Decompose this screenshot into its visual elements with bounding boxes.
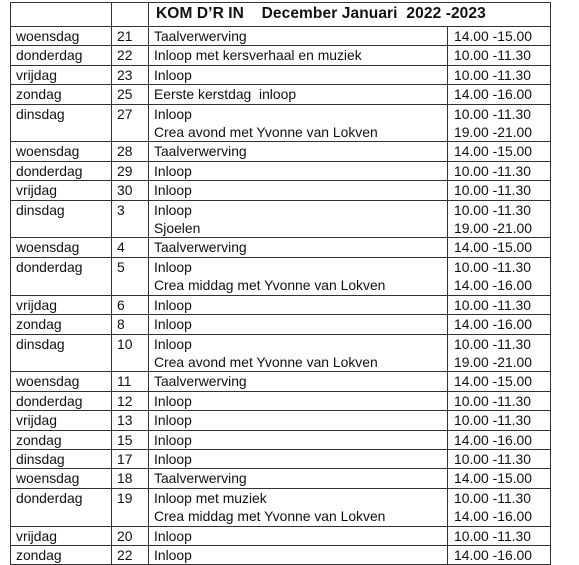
date-cell: 27 [112, 104, 149, 142]
activity-cell [149, 430, 448, 449]
schedule-table [10, 2, 551, 565]
time-cell [448, 411, 551, 430]
time-text: 10.00 -11.30 [454, 47, 531, 64]
time-cell [448, 257, 551, 295]
table-row [11, 526, 551, 545]
day-cell: zondag [11, 315, 112, 334]
date-cell: 13 [112, 411, 149, 430]
activity-text: Crea avond met Yvonne van Lokven [154, 124, 378, 141]
time-text: 10.00 -11.30 [454, 296, 531, 313]
activity-cell [149, 27, 448, 46]
activity-text: Inloop [154, 527, 192, 544]
day-cell: zondag [11, 85, 112, 104]
activity-text: Eerste kerstdag inloop [154, 86, 297, 103]
time-text: 14.00 -16.00 [454, 277, 533, 294]
table-row [11, 295, 551, 314]
table-row [11, 430, 551, 449]
time-text: 19.00 -21.00 [454, 353, 533, 370]
time-cell [448, 238, 551, 257]
activity-cell [149, 238, 448, 257]
day-cell: donderdag [11, 46, 112, 65]
activity-cell [149, 65, 448, 84]
date-cell: 12 [112, 391, 149, 410]
time-text: 14.00 -15.00 [454, 143, 533, 160]
table-row [11, 334, 551, 372]
date-cell: 4 [112, 238, 149, 257]
day-cell: dinsdag [11, 104, 112, 142]
time-text: 14.00 -16.00 [454, 546, 533, 563]
day-cell: donderdag [11, 161, 112, 180]
activity-text: Taalverwerving [154, 28, 247, 44]
activity-text: Crea middag met Yvonne van Lokven [154, 508, 386, 525]
table-row [11, 411, 551, 430]
time-cell [448, 526, 551, 545]
time-cell [448, 65, 551, 84]
time-text: 10.00 -11.30 [454, 201, 531, 218]
date-cell: 23 [112, 65, 149, 84]
schedule-title: KOM D’R IN December Januari 2022 -2023 [149, 3, 551, 27]
activity-cell [149, 142, 448, 161]
time-text: 19.00 -21.00 [454, 220, 533, 237]
time-cell [448, 372, 551, 391]
day-cell: vrijdag [11, 411, 112, 430]
date-cell: 25 [112, 85, 149, 104]
day-cell: donderdag [11, 257, 112, 295]
table-row [11, 488, 551, 526]
activity-text: Inloop [154, 546, 192, 563]
time-cell [448, 142, 551, 161]
day-cell: vrijdag [11, 181, 112, 200]
time-text: 10.00 -11.30 [454, 105, 531, 122]
time-text: 10.00 -11.30 [454, 412, 531, 429]
day-cell: vrijdag [11, 295, 112, 314]
time-text: 14.00 -16.00 [454, 508, 533, 525]
date-cell: 15 [112, 430, 149, 449]
time-cell [448, 315, 551, 334]
time-cell [448, 161, 551, 180]
date-cell: 5 [112, 257, 149, 295]
time-cell [448, 181, 551, 200]
table-row [11, 449, 551, 468]
time-text: 14.00 -15.00 [454, 373, 533, 390]
time-text: 10.00 -11.30 [454, 450, 531, 467]
activity-cell [149, 46, 448, 65]
table-row [11, 257, 551, 295]
time-text: 10.00 -11.30 [454, 162, 531, 179]
date-cell: 19 [112, 488, 149, 526]
table-row [11, 46, 551, 65]
day-cell: woensdag [11, 469, 112, 488]
time-text: 10.00 -11.30 [454, 392, 531, 409]
table-row [11, 200, 551, 238]
time-text: 10.00 -11.30 [454, 66, 531, 83]
time-text: 14.00 -15.00 [454, 28, 533, 44]
activity-text: Taalverwerving [154, 470, 247, 487]
activity-text: Inloop [154, 66, 192, 83]
day-cell: donderdag [11, 488, 112, 526]
table-row [11, 469, 551, 488]
day-cell: vrijdag [11, 65, 112, 84]
time-cell [448, 334, 551, 372]
activity-cell [149, 200, 448, 238]
date-cell: 20 [112, 526, 149, 545]
time-text: 14.00 -16.00 [454, 86, 533, 103]
day-cell: zondag [11, 545, 112, 564]
date-cell: 22 [112, 545, 149, 564]
activity-text: Taalverwerving [154, 239, 247, 256]
activity-text: Crea avond met Yvonne van Lokven [154, 353, 378, 370]
time-cell [448, 391, 551, 410]
activity-text: Taalverwerving [154, 143, 247, 160]
time-text: 10.00 -11.30 [454, 182, 531, 199]
day-cell: zondag [11, 430, 112, 449]
activity-cell [149, 257, 448, 295]
day-cell: dinsdag [11, 449, 112, 468]
time-cell [448, 469, 551, 488]
date-cell: 6 [112, 295, 149, 314]
table-row [11, 161, 551, 180]
activity-cell [149, 85, 448, 104]
time-cell [448, 430, 551, 449]
time-text: 10.00 -11.30 [454, 335, 531, 352]
day-cell: dinsdag [11, 334, 112, 372]
table-row [11, 65, 551, 84]
time-text: 10.00 -11.30 [454, 527, 531, 544]
time-text: 10.00 -11.30 [454, 258, 531, 275]
activity-text: Inloop met muziek [154, 489, 267, 506]
time-cell [448, 85, 551, 104]
table-row [11, 27, 551, 46]
date-cell: 21 [112, 27, 149, 46]
time-text: 14.00 -15.00 [454, 239, 533, 256]
activity-text: Inloop [154, 335, 192, 352]
header-row [11, 3, 551, 27]
activity-cell [149, 372, 448, 391]
date-cell: 28 [112, 142, 149, 161]
time-cell [448, 488, 551, 526]
time-cell [448, 46, 551, 65]
activity-text: Inloop [154, 431, 192, 448]
activity-cell [149, 104, 448, 142]
date-cell: 8 [112, 315, 149, 334]
activity-cell [149, 488, 448, 526]
activity-cell [149, 334, 448, 372]
date-cell: 18 [112, 469, 149, 488]
activity-cell [149, 411, 448, 430]
day-cell: woensdag [11, 238, 112, 257]
date-cell: 30 [112, 181, 149, 200]
activity-text: Inloop [154, 316, 192, 333]
time-text: 14.00 -16.00 [454, 431, 533, 448]
table-row [11, 391, 551, 410]
table-row [11, 372, 551, 391]
activity-text: Sjoelen [154, 220, 201, 237]
time-cell [448, 27, 551, 46]
activity-text: Inloop [154, 450, 192, 467]
day-cell: vrijdag [11, 526, 112, 545]
time-cell [448, 449, 551, 468]
activity-text: Inloop [154, 412, 192, 429]
activity-cell [149, 449, 448, 468]
activity-cell [149, 315, 448, 334]
day-cell: woensdag [11, 372, 112, 391]
date-cell: 11 [112, 372, 149, 391]
date-cell: 10 [112, 334, 149, 372]
table-row [11, 85, 551, 104]
date-cell: 29 [112, 161, 149, 180]
time-cell [448, 104, 551, 142]
date-cell: 3 [112, 200, 149, 238]
time-cell [448, 200, 551, 238]
header-empty-day [11, 3, 112, 27]
table-row [11, 315, 551, 334]
date-cell: 17 [112, 449, 149, 468]
day-cell: woensdag [11, 27, 112, 46]
day-cell: dinsdag [11, 200, 112, 238]
header-empty-date [112, 3, 149, 27]
activity-cell [149, 161, 448, 180]
time-text: 19.00 -21.00 [454, 124, 533, 141]
activity-text: Inloop [154, 392, 192, 409]
activity-cell [149, 469, 448, 488]
table-row [11, 104, 551, 142]
activity-text: Taalverwerving [154, 373, 247, 390]
time-text: 14.00 -15.00 [454, 470, 533, 487]
activity-text: Inloop [154, 105, 192, 122]
table-row [11, 181, 551, 200]
activity-text: Inloop [154, 201, 192, 218]
day-cell: woensdag [11, 142, 112, 161]
time-text: 14.00 -16.00 [454, 316, 533, 333]
table-row [11, 238, 551, 257]
activity-text: Inloop met kersverhaal en muziek [154, 47, 362, 64]
activity-text: Inloop [154, 296, 192, 313]
activity-cell [149, 295, 448, 314]
time-cell [448, 295, 551, 314]
date-cell: 22 [112, 46, 149, 65]
activity-cell [149, 526, 448, 545]
activity-text: Inloop [154, 162, 192, 179]
day-cell: donderdag [11, 391, 112, 410]
schedule-body [11, 27, 551, 565]
table-row [11, 142, 551, 161]
activity-text: Inloop [154, 182, 192, 199]
activity-cell [149, 391, 448, 410]
activity-text: Inloop [154, 258, 192, 275]
time-text: 10.00 -11.30 [454, 489, 531, 506]
activity-cell [149, 181, 448, 200]
activity-text: Crea middag met Yvonne van Lokven [154, 277, 386, 294]
